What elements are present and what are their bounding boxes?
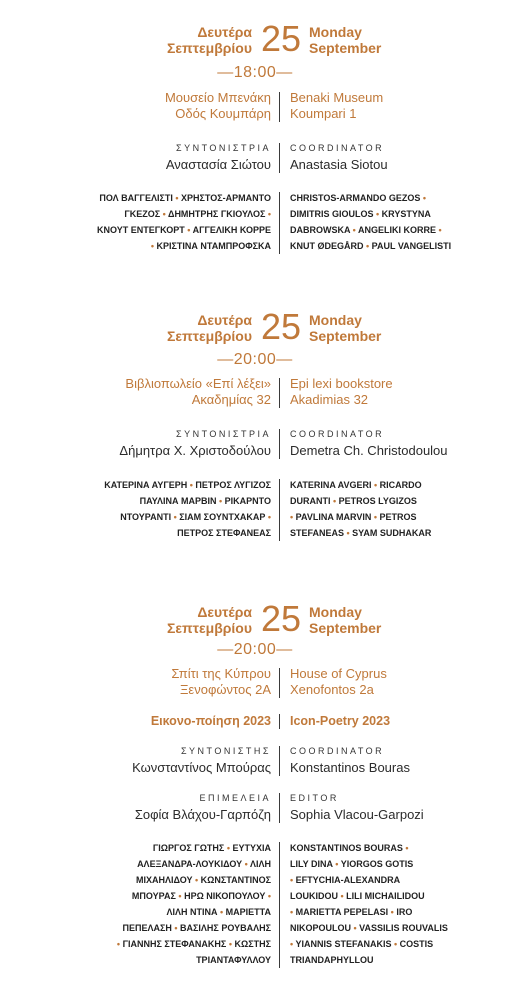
divider <box>279 668 280 698</box>
participant-line <box>104 477 271 493</box>
participant-name: ΓΚΕΖΟΣ <box>124 209 161 219</box>
participant-line <box>97 238 271 254</box>
participant-name: ΜΠΟΥΡΑΣ <box>131 891 176 901</box>
separator-dot: • <box>350 225 358 235</box>
divider <box>279 143 280 173</box>
venue-english-line: Epi lexi bookstore <box>290 376 393 391</box>
participant-name: ΓΙΑΝΝΗΣ ΣΤΕΦΑΝΑΚΗΣ <box>122 939 227 949</box>
participant-line <box>117 856 271 872</box>
separator-dot: • <box>338 891 347 901</box>
separator-dot: • <box>217 907 226 917</box>
venue-greek <box>125 376 271 408</box>
month-greek: Σεπτεμβρίου <box>166 620 252 636</box>
separator-dot: • <box>363 241 372 251</box>
participant-line <box>290 920 448 936</box>
participant-line <box>290 840 448 856</box>
participant-name: PAVLINA MARVIN <box>295 512 372 522</box>
participant-name: KNUT ØDEGÅRD <box>290 241 364 251</box>
separator-dot: • <box>172 193 182 203</box>
venue-english-line: House of Cyprus <box>290 666 387 681</box>
month-greek: Σεπτεμβρίου <box>166 40 252 56</box>
participant-name: CHRISTOS-ARMANDO GEZOS <box>290 193 421 203</box>
venue-greek-line: Σπίτι της Κύπρου <box>171 666 271 681</box>
participant-name: PETROS LYGIZOS <box>338 496 417 506</box>
participant-name: ΠΑΥΛΙΝΑ ΜΑΡΒΙΝ <box>139 496 217 506</box>
date-greek <box>167 312 252 344</box>
separator-dot: • <box>344 528 353 538</box>
participant-name: YIANNIS STEFANAKIS <box>295 939 392 949</box>
role-label-english: COORDINATOR <box>290 143 385 153</box>
participant-line <box>290 509 431 525</box>
weekday-greek: Δευτέρα <box>197 604 252 620</box>
participant-name: COSTIS <box>399 939 434 949</box>
participant-name: ΚΡΙΣΤΙΝΑ ΝΤΑΜΠΡΟΦΣΚΑ <box>156 241 271 251</box>
separator-dot: • <box>332 859 341 869</box>
participant-name: ΛΙΛΗ ΝΤΙΝΑ <box>166 907 218 917</box>
divider <box>279 378 280 408</box>
role-name-english: Konstantinos Bouras <box>290 760 410 775</box>
participant-line <box>290 206 451 222</box>
venue-greek <box>171 666 271 698</box>
time-dash-left: — <box>217 641 234 658</box>
date-english <box>309 24 381 56</box>
participant-name: ΠΕΤΡΟΣ ΣΤΕΦΑΝΕΑΣ <box>177 528 271 538</box>
participant-line <box>117 936 271 952</box>
participant-name: NIKOPOULOU <box>290 923 352 933</box>
participant-line <box>97 190 271 206</box>
role-english <box>290 143 388 173</box>
participant-line <box>290 904 448 920</box>
role-label-greek: ΣΥΝΤΟΝΙΣΤΡΙΑ <box>176 429 271 439</box>
venue-english-line: Akadimias 32 <box>290 392 369 407</box>
participant-name: LILI MICHAILIDOU <box>346 891 425 901</box>
role-english <box>290 746 410 776</box>
venue-greek-line: Βιβλιοπωλείο «Επί λέξει» <box>125 376 271 391</box>
participant-line <box>290 477 431 493</box>
participants-greek <box>97 190 271 254</box>
participant-name: RICARDO <box>379 480 422 490</box>
separator-dot: • <box>192 875 201 885</box>
divider <box>279 92 280 122</box>
participant-name: DABROWSKA <box>290 225 351 235</box>
separator-dot: • <box>265 512 271 522</box>
separator-dot: • <box>388 907 397 917</box>
participant-line <box>97 206 271 222</box>
participant-name: EFTYCHIA-ALEXANDRA <box>295 875 401 885</box>
weekday-greek: Δευτέρα <box>197 24 252 40</box>
separator-dot: • <box>150 241 157 251</box>
participant-line <box>117 920 271 936</box>
separator-dot: • <box>391 939 400 949</box>
month-english: September <box>309 328 382 344</box>
participant-name: KRYSTYNA <box>381 209 431 219</box>
venue-english <box>290 90 383 122</box>
divider <box>279 842 280 968</box>
time-value: 18:00 <box>233 64 277 81</box>
date-greek <box>167 604 252 636</box>
separator-dot: • <box>436 225 442 235</box>
separator-dot: • <box>290 512 296 522</box>
participant-name: SYAM SUDHAKAR <box>352 528 432 538</box>
role-label-greek: ΣΥΝΤΟΝΙΣΤΡΙΑ <box>176 143 271 153</box>
venue-greek <box>165 90 271 122</box>
participant-name: ΓΙΩΡΓΟΣ ΓΩΤΗΣ <box>152 843 225 853</box>
participant-line <box>290 238 451 254</box>
participants-greek <box>104 477 271 541</box>
participant-name: LILY DINA <box>290 859 333 869</box>
participant-name: ΚΝΟΥΤ ΕΝΤΕΓΚΟΡΤ <box>97 225 185 235</box>
participants-english <box>290 190 451 254</box>
separator-dot: • <box>290 875 296 885</box>
participant-name: IRO <box>396 907 413 917</box>
participant-name: STEFANEAS <box>290 528 345 538</box>
participant-line <box>117 952 271 968</box>
role-greek <box>119 429 271 459</box>
separator-dot: • <box>290 939 296 949</box>
divider <box>279 793 280 823</box>
venue-greek-line: Οδός Κουμπάρη <box>175 106 271 121</box>
participant-name: ΜΙΧΑΗΛΙΔΟΥ <box>136 875 193 885</box>
participant-line <box>290 222 451 238</box>
separator-dot: • <box>290 907 296 917</box>
participant-line <box>104 493 271 509</box>
participant-name: VASSILIS ROUVALIS <box>359 923 448 933</box>
participant-line <box>290 888 448 904</box>
role-name-greek: Κωνσταντίνος Μπούρας <box>132 760 271 775</box>
program-title-english: Icon-Poetry 2023 <box>290 714 391 728</box>
month-greek: Σεπτεμβρίου <box>166 328 252 344</box>
separator-dot: • <box>265 209 271 219</box>
participant-name: ΗΡΩ ΝΙΚΟΠΟΥΛΟΥ <box>184 891 266 901</box>
participant-name: ΕΥΤΥΧΙΑ <box>232 843 271 853</box>
separator-dot: • <box>351 923 360 933</box>
venue-english-line: Xenofontos 2a <box>290 682 374 697</box>
separator-dot: • <box>171 923 181 933</box>
participant-name: ΣΙΑΜ ΣΟΥΝΤΧΑΚΑΡ <box>179 512 266 522</box>
role-greek <box>135 793 271 823</box>
role-name-english: Sophia Vlacou-Garpozi <box>290 807 424 822</box>
participant-name: ΚΩΝΣΤΑΝΤΙΝΟΣ <box>200 875 271 885</box>
participant-name: PAUL VANGELISTI <box>371 241 452 251</box>
time-dash-left: — <box>217 64 234 81</box>
separator-dot: • <box>373 209 382 219</box>
participant-name: ΔΗΜΗΤΡΗΣ ΓΚΙΟΥΛΟΣ <box>167 209 266 219</box>
weekday-english: Monday <box>309 604 362 620</box>
role-name-greek: Δήμητρα Χ. Χριστοδούλου <box>119 443 271 458</box>
participant-line <box>290 952 448 968</box>
venue-english-line: Koumpari 1 <box>290 106 357 121</box>
participant-name: YIORGOS GOTIS <box>340 859 414 869</box>
participant-name: PETROS <box>379 512 417 522</box>
role-name-english: Anastasia Siotou <box>290 157 388 172</box>
divider <box>279 746 280 776</box>
participant-line <box>290 190 451 206</box>
separator-dot: • <box>265 891 271 901</box>
date-greek <box>167 24 252 56</box>
role-english <box>290 429 448 459</box>
participant-name: ANGELIKI KORRE <box>358 225 437 235</box>
separator-dot: • <box>226 939 235 949</box>
event-time <box>0 351 510 369</box>
month-english: September <box>309 620 382 636</box>
participant-line <box>290 872 448 888</box>
separator-dot: • <box>224 843 233 853</box>
participant-name: ΡΙΚΑΡΝΤΟ <box>224 496 271 506</box>
participant-name: ΚΑΤΕΡΙΝΑ ΑΥΓΕΡΗ <box>104 480 188 490</box>
participant-name: ΑΓΓΕΛΙΚΗ ΚΟΡΡΕ <box>192 225 271 235</box>
event-date-header <box>0 306 510 352</box>
participant-line <box>117 840 271 856</box>
participant-name: ΧΡΗΣΤΟΣ-ΑΡΜΑΝΤΟ <box>181 193 271 203</box>
participant-name: ΝΤΟΥΡΑΝΤΙ <box>120 512 172 522</box>
participant-name: ΚΩΣΤΗΣ <box>234 939 271 949</box>
participant-name: ΑΛΕΞΑΝΔΡΑ-ΛΟΥΚΙΔΟΥ <box>137 859 243 869</box>
role-name-english: Demetra Ch. Christodoulou <box>290 443 448 458</box>
participant-line <box>117 904 271 920</box>
day-number: 25 <box>261 18 302 59</box>
month-english: September <box>309 40 382 56</box>
weekday-english: Monday <box>309 312 362 328</box>
participants-english <box>290 840 448 968</box>
venue-english-line: Benaki Museum <box>290 90 384 105</box>
day-number: 25 <box>261 598 302 639</box>
participant-line <box>117 872 271 888</box>
participant-name: KONSTANTINOS BOURAS <box>290 843 403 853</box>
event-date-header <box>0 598 510 644</box>
day-number: 25 <box>261 306 302 347</box>
weekday-english: Monday <box>309 24 362 40</box>
weekday-greek: Δευτέρα <box>197 312 252 328</box>
separator-dot: • <box>242 859 250 869</box>
separator-dot: • <box>160 209 168 219</box>
participant-name: ΛΙΛΗ <box>249 859 271 869</box>
program-title-greek: Εικονο-ποίηση 2023 <box>150 714 271 728</box>
participant-line <box>290 936 448 952</box>
role-name-greek: Αναστασία Σιώτου <box>165 157 271 172</box>
venue-greek-line: Ξενοφώντος 2Α <box>179 682 271 697</box>
role-label-english: COORDINATOR <box>290 746 385 756</box>
participant-line <box>104 509 271 525</box>
divider <box>279 479 280 541</box>
time-dash-right: — <box>276 64 293 81</box>
separator-dot: • <box>216 496 225 506</box>
separator-dot: • <box>371 512 380 522</box>
date-english <box>309 312 381 344</box>
time-dash-right: — <box>276 351 293 368</box>
role-name-greek: Σοφία Βλάχου-Γαρπόζη <box>134 807 271 822</box>
separator-dot: • <box>371 480 380 490</box>
role-label-greek: ΕΠΙΜΕΛΕΙΑ <box>199 793 271 803</box>
divider <box>279 192 280 254</box>
venue-greek-line: Ακαδημίας 32 <box>191 392 271 407</box>
participant-name: LOUKIDOU <box>290 891 338 901</box>
separator-dot: • <box>184 225 193 235</box>
participants-greek <box>117 840 271 968</box>
role-label-english: COORDINATOR <box>290 429 385 439</box>
participant-name: KATERINA AVGERI <box>290 480 372 490</box>
separator-dot: • <box>402 843 409 853</box>
separator-dot: • <box>420 193 426 203</box>
time-value: 20:00 <box>233 351 277 368</box>
participant-name: ΠΕΤΡΟΣ ΛΥΓΙΖΟΣ <box>195 480 271 490</box>
participants-english <box>290 477 431 541</box>
time-value: 20:00 <box>233 641 277 658</box>
divider <box>279 714 280 729</box>
venue-english <box>290 666 387 698</box>
participant-name: ΠΕΠΕΛΑΣΗ <box>122 923 172 933</box>
participant-line <box>290 525 431 541</box>
venue-english <box>290 376 393 408</box>
role-greek <box>166 143 271 173</box>
separator-dot: • <box>187 480 196 490</box>
venue-greek-line: Μουσείο Μπενάκη <box>164 90 271 105</box>
participant-name: ΜΑΡΙΕΤΤΑ <box>225 907 271 917</box>
participant-name: ΤΡΙΑΝΤΑΦΥΛΛΟΥ <box>196 955 271 965</box>
role-label-greek: ΣΥΝΤΟΝΙΣΤΗΣ <box>180 746 271 756</box>
event-time <box>0 641 510 659</box>
participant-name: ΠΟΛ ΒΑΓΓΕΛΙΣΤΙ <box>99 193 173 203</box>
role-english <box>290 793 424 823</box>
time-dash-left: — <box>217 351 234 368</box>
date-english <box>309 604 381 636</box>
participant-name: ΒΑΣΙΛΗΣ ΡΟΥΒΑΛΗΣ <box>180 923 271 933</box>
event-time <box>0 64 510 82</box>
participant-name: MARIETTA PEPELASI <box>295 907 389 917</box>
participant-name: DURANTI <box>290 496 331 506</box>
participant-line <box>97 222 271 238</box>
event-date-header <box>0 18 510 64</box>
separator-dot: • <box>171 512 180 522</box>
time-dash-right: — <box>276 641 293 658</box>
participant-line <box>290 493 431 509</box>
separator-dot: • <box>330 496 339 506</box>
separator-dot: • <box>175 891 185 901</box>
divider <box>279 429 280 459</box>
participant-name: TRIANDAPHYLLOU <box>290 955 374 965</box>
role-label-english: EDITOR <box>290 793 339 803</box>
participant-line <box>290 856 448 872</box>
participant-name: DIMITRIS GIOULOS <box>290 209 374 219</box>
role-greek <box>132 746 271 776</box>
participant-line <box>104 525 271 541</box>
participant-line <box>117 888 271 904</box>
separator-dot: • <box>116 939 123 949</box>
